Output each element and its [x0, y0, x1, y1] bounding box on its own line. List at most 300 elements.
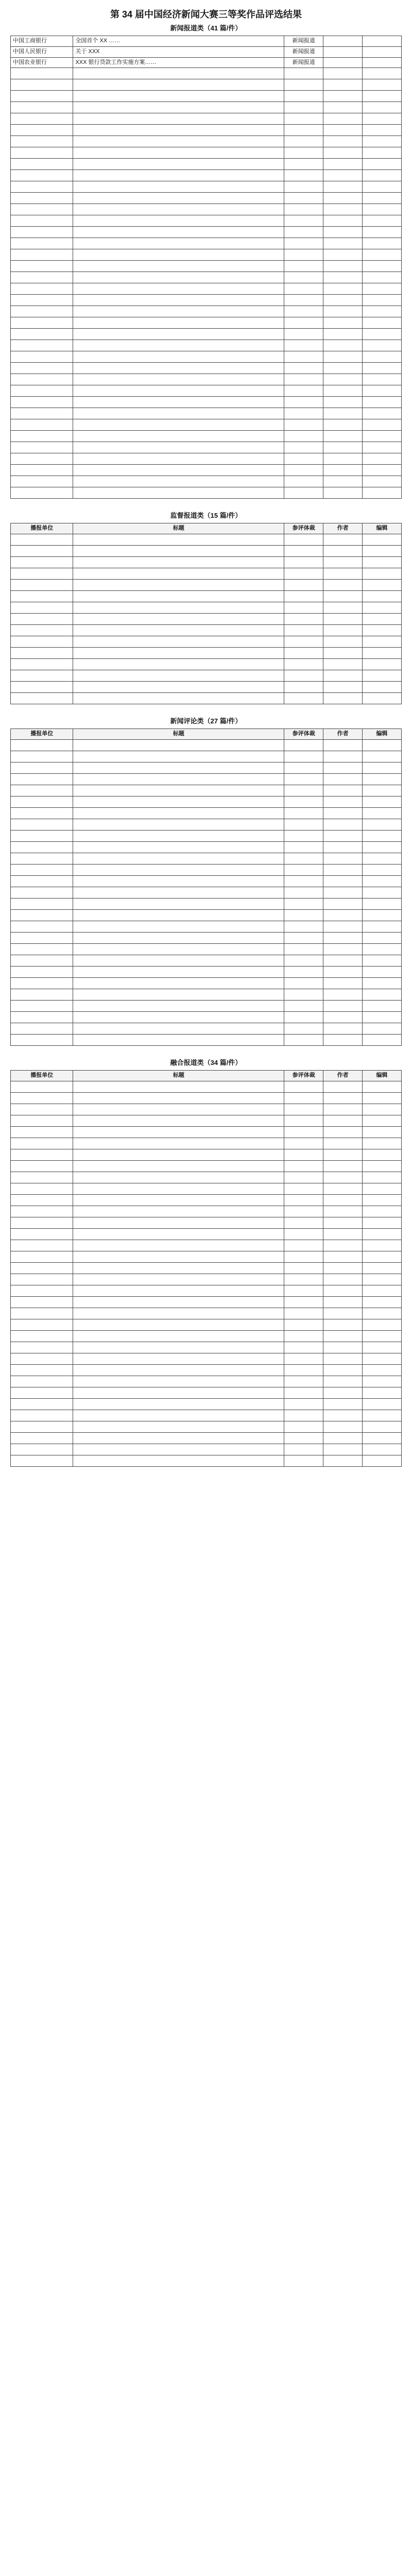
author-cell — [323, 785, 363, 796]
editor-cell — [363, 534, 402, 546]
table-row — [11, 1023, 402, 1034]
headline-cell — [73, 1285, 284, 1296]
table-row — [11, 841, 402, 853]
type-cell — [284, 306, 323, 317]
headline-cell — [73, 1194, 284, 1206]
table-row — [11, 442, 402, 453]
editor-cell — [363, 1319, 402, 1330]
headline-cell — [73, 453, 284, 465]
author-cell — [323, 102, 363, 113]
table-header-row — [11, 1070, 402, 1081]
editor-cell — [363, 966, 402, 977]
unit-cell: 中国人民银行 — [11, 46, 73, 57]
editor-cell — [363, 91, 402, 102]
editor-cell — [363, 1285, 402, 1296]
type-cell — [284, 295, 323, 306]
type-cell — [284, 1251, 323, 1262]
unit-cell — [11, 1081, 73, 1092]
editor-cell — [363, 1364, 402, 1376]
editor-cell — [363, 1172, 402, 1183]
unit-cell — [11, 648, 73, 659]
type-cell — [284, 625, 323, 636]
headline-cell — [73, 966, 284, 977]
headline-cell — [73, 363, 284, 374]
headline-cell — [73, 431, 284, 442]
author-cell — [323, 1262, 363, 1274]
column-header: 作者 — [323, 523, 363, 534]
type-cell — [284, 819, 323, 830]
type-cell — [284, 602, 323, 614]
table-row — [11, 1342, 402, 1353]
author-cell — [323, 204, 363, 215]
editor-cell — [363, 898, 402, 909]
table-row — [11, 1104, 402, 1115]
headline-cell — [73, 739, 284, 751]
author-cell — [323, 113, 363, 125]
unit-cell: 中国农业银行 — [11, 57, 73, 68]
column-header: 标题 — [73, 729, 284, 740]
headline-cell — [73, 1432, 284, 1444]
table-row — [11, 204, 402, 215]
type-cell — [284, 408, 323, 419]
type-cell — [284, 591, 323, 602]
table-row — [11, 397, 402, 408]
table-row — [11, 136, 402, 147]
author-cell — [323, 591, 363, 602]
headline-cell — [73, 442, 284, 453]
table-row — [11, 670, 402, 682]
author-cell — [323, 261, 363, 272]
author-cell — [323, 249, 363, 261]
author-cell — [323, 875, 363, 887]
table-row — [11, 295, 402, 306]
unit-cell — [11, 659, 73, 670]
table-row — [11, 261, 402, 272]
unit-cell — [11, 1432, 73, 1444]
type-cell — [284, 614, 323, 625]
type-cell — [284, 442, 323, 453]
type-cell — [284, 1296, 323, 1308]
type-cell — [284, 453, 323, 465]
type-cell — [284, 1455, 323, 1466]
type-cell — [284, 272, 323, 283]
unit-cell — [11, 1034, 73, 1045]
headline-cell — [73, 1296, 284, 1308]
type-cell — [284, 125, 323, 136]
author-cell — [323, 283, 363, 295]
headline-cell — [73, 1138, 284, 1149]
author-cell — [323, 68, 363, 79]
headline-cell — [73, 1149, 284, 1160]
type-cell — [284, 955, 323, 966]
headline-cell — [73, 1342, 284, 1353]
author-cell — [323, 159, 363, 170]
headline-cell — [73, 419, 284, 431]
unit-cell — [11, 159, 73, 170]
headline-cell — [73, 602, 284, 614]
table-row — [11, 636, 402, 648]
column-header: 参评体裁 — [284, 729, 323, 740]
author-cell — [323, 1240, 363, 1251]
author-cell — [323, 796, 363, 807]
table-row — [11, 431, 402, 442]
type-cell: 新闻报道 — [284, 57, 323, 68]
unit-cell — [11, 442, 73, 453]
type-cell — [284, 351, 323, 363]
unit-cell — [11, 1138, 73, 1149]
type-cell — [284, 773, 323, 785]
author-cell — [323, 1376, 363, 1387]
unit-cell — [11, 762, 73, 773]
author-cell — [323, 966, 363, 977]
type-cell — [284, 1194, 323, 1206]
headline-cell — [73, 249, 284, 261]
editor-cell — [363, 1023, 402, 1034]
author-cell — [323, 453, 363, 465]
unit-cell — [11, 465, 73, 476]
table-row — [11, 853, 402, 864]
author-cell — [323, 773, 363, 785]
author-cell — [323, 1432, 363, 1444]
author-cell — [323, 898, 363, 909]
author-cell — [323, 46, 363, 57]
type-cell — [284, 546, 323, 557]
headline-cell — [73, 1023, 284, 1034]
column-header: 编辑 — [363, 729, 402, 740]
author-cell — [323, 147, 363, 159]
award-table — [10, 728, 402, 1046]
type-cell — [284, 249, 323, 261]
headline-cell — [73, 625, 284, 636]
table-row — [11, 272, 402, 283]
editor-cell — [363, 977, 402, 989]
table-row — [11, 1138, 402, 1149]
unit-cell — [11, 1410, 73, 1421]
headline-cell — [73, 762, 284, 773]
type-cell — [284, 1000, 323, 1011]
award-sections — [10, 23, 402, 1467]
unit-cell — [11, 568, 73, 580]
editor-cell — [363, 57, 402, 68]
editor-cell — [363, 1398, 402, 1410]
document-title: 第 34 届中国经济新闻大赛三等奖作品评选结果 — [110, 9, 302, 20]
author-cell — [323, 385, 363, 397]
type-cell — [284, 693, 323, 704]
unit-cell — [11, 1092, 73, 1104]
headline-cell: 关于 XXX — [73, 46, 284, 57]
unit-cell — [11, 1115, 73, 1126]
table-row — [11, 1262, 402, 1274]
unit-cell — [11, 249, 73, 261]
editor-cell — [363, 159, 402, 170]
unit-cell — [11, 1342, 73, 1353]
table-row — [11, 1364, 402, 1376]
headline-cell — [73, 648, 284, 659]
author-cell — [323, 1172, 363, 1183]
editor-cell — [363, 909, 402, 921]
table-row — [11, 329, 402, 340]
author-cell — [323, 1398, 363, 1410]
column-header: 参评体裁 — [284, 523, 323, 534]
editor-cell — [363, 841, 402, 853]
headline-cell — [73, 614, 284, 625]
editor-cell — [363, 1421, 402, 1432]
headline-cell — [73, 693, 284, 704]
type-cell — [284, 1308, 323, 1319]
table-row — [11, 1296, 402, 1308]
headline-cell — [73, 238, 284, 249]
headline-cell — [73, 921, 284, 932]
type-cell — [284, 1319, 323, 1330]
editor-cell — [363, 408, 402, 419]
editor-cell — [363, 1104, 402, 1115]
unit-cell — [11, 670, 73, 682]
type-cell — [284, 68, 323, 79]
headline-cell — [73, 682, 284, 693]
editor-cell — [363, 1126, 402, 1138]
unit-cell — [11, 181, 73, 193]
table-row — [11, 363, 402, 374]
headline-cell — [73, 534, 284, 546]
table-row — [11, 807, 402, 819]
table-row — [11, 1034, 402, 1045]
table-row — [11, 317, 402, 329]
unit-cell — [11, 625, 73, 636]
type-cell — [284, 864, 323, 875]
type-cell — [284, 1149, 323, 1160]
unit-cell — [11, 317, 73, 329]
editor-cell — [363, 329, 402, 340]
table-row — [11, 1149, 402, 1160]
editor-cell — [363, 46, 402, 57]
table-row — [11, 625, 402, 636]
type-cell — [284, 487, 323, 499]
author-cell — [323, 568, 363, 580]
unit-cell — [11, 453, 73, 465]
author-cell — [323, 1104, 363, 1115]
unit-cell — [11, 921, 73, 932]
author-cell — [323, 215, 363, 227]
author-cell — [323, 534, 363, 546]
unit-cell — [11, 864, 73, 875]
editor-cell — [363, 670, 402, 682]
unit-cell — [11, 408, 73, 419]
editor-cell — [363, 1081, 402, 1092]
author-cell — [323, 306, 363, 317]
author-cell — [323, 1308, 363, 1319]
editor-cell — [363, 261, 402, 272]
type-cell — [284, 1364, 323, 1376]
type-cell — [284, 1353, 323, 1364]
unit-cell — [11, 1251, 73, 1262]
unit-cell — [11, 385, 73, 397]
unit-cell — [11, 170, 73, 181]
author-cell — [323, 1410, 363, 1421]
author-cell — [323, 227, 363, 238]
author-cell — [323, 1319, 363, 1330]
headline-cell — [73, 1421, 284, 1432]
type-cell — [284, 215, 323, 227]
editor-cell — [363, 1138, 402, 1149]
headline-cell — [73, 385, 284, 397]
headline-cell — [73, 374, 284, 385]
unit-cell — [11, 1444, 73, 1455]
table-row — [11, 215, 402, 227]
author-cell — [323, 1228, 363, 1240]
unit-cell — [11, 1126, 73, 1138]
editor-cell — [363, 487, 402, 499]
table-row — [11, 1240, 402, 1251]
type-cell — [284, 1274, 323, 1285]
editor-cell — [363, 113, 402, 125]
type-cell — [284, 1092, 323, 1104]
type-cell — [284, 636, 323, 648]
section-title: 新闻报道类（41 篇/件） — [170, 24, 242, 32]
unit-cell — [11, 340, 73, 351]
headline-cell — [73, 215, 284, 227]
author-cell — [323, 807, 363, 819]
type-cell — [284, 830, 323, 841]
author-cell — [323, 751, 363, 762]
unit-cell — [11, 261, 73, 272]
table-row — [11, 875, 402, 887]
type-cell — [284, 1138, 323, 1149]
unit-cell — [11, 238, 73, 249]
author-cell — [323, 580, 363, 591]
table-row — [11, 385, 402, 397]
headline-cell — [73, 113, 284, 125]
headline-cell — [73, 636, 284, 648]
unit-cell — [11, 431, 73, 442]
column-header: 参评体裁 — [284, 1070, 323, 1081]
editor-cell — [363, 1353, 402, 1364]
headline-cell — [73, 1410, 284, 1421]
headline-cell — [73, 785, 284, 796]
author-cell — [323, 465, 363, 476]
editor-cell — [363, 887, 402, 898]
unit-cell — [11, 1274, 73, 1285]
type-cell — [284, 682, 323, 693]
table-header-row — [11, 523, 402, 534]
author-cell — [323, 648, 363, 659]
author-cell — [323, 546, 363, 557]
editor-cell — [363, 955, 402, 966]
editor-cell — [363, 147, 402, 159]
author-cell — [323, 955, 363, 966]
column-header: 作者 — [323, 729, 363, 740]
editor-cell — [363, 476, 402, 487]
type-cell — [284, 181, 323, 193]
editor-cell — [363, 648, 402, 659]
unit-cell — [11, 79, 73, 91]
unit-cell — [11, 796, 73, 807]
table-row — [11, 1206, 402, 1217]
editor-cell — [363, 807, 402, 819]
type-cell — [284, 557, 323, 568]
type-cell — [284, 1228, 323, 1240]
headline-cell — [73, 1000, 284, 1011]
editor-cell — [363, 751, 402, 762]
unit-cell — [11, 1240, 73, 1251]
type-cell — [284, 1240, 323, 1251]
author-cell — [323, 374, 363, 385]
editor-cell — [363, 215, 402, 227]
table-row — [11, 887, 402, 898]
editor-cell — [363, 170, 402, 181]
editor-cell — [363, 614, 402, 625]
author-cell — [323, 1034, 363, 1045]
editor-cell — [363, 238, 402, 249]
table-row — [11, 557, 402, 568]
editor-cell — [363, 1432, 402, 1444]
author-cell — [323, 487, 363, 499]
editor-cell — [363, 1183, 402, 1194]
type-cell — [284, 159, 323, 170]
unit-cell — [11, 1183, 73, 1194]
unit-cell — [11, 909, 73, 921]
author-cell — [323, 125, 363, 136]
headline-cell — [73, 476, 284, 487]
unit-cell — [11, 1296, 73, 1308]
unit-cell — [11, 1262, 73, 1274]
unit-cell: 中国工商银行 — [11, 36, 73, 47]
type-cell — [284, 374, 323, 385]
table-row — [11, 306, 402, 317]
unit-cell — [11, 1308, 73, 1319]
type-cell — [284, 136, 323, 147]
type-cell — [284, 989, 323, 1000]
author-cell — [323, 670, 363, 682]
editor-cell — [363, 1342, 402, 1353]
headline-cell — [73, 864, 284, 875]
type-cell — [284, 113, 323, 125]
type-cell — [284, 1444, 323, 1455]
type-cell — [284, 476, 323, 487]
unit-cell — [11, 1330, 73, 1342]
author-cell — [323, 1011, 363, 1023]
table-row — [11, 1308, 402, 1319]
editor-cell — [363, 1444, 402, 1455]
author-cell — [323, 1353, 363, 1364]
author-cell — [323, 1364, 363, 1376]
column-header: 播报单位 — [11, 729, 73, 740]
type-cell — [284, 102, 323, 113]
author-cell — [323, 659, 363, 670]
table-row — [11, 1000, 402, 1011]
type-cell — [284, 1410, 323, 1421]
type-cell — [284, 853, 323, 864]
headline-cell — [73, 136, 284, 147]
headline-cell — [73, 1364, 284, 1376]
table-row — [11, 1319, 402, 1330]
table-row — [11, 1183, 402, 1194]
type-cell — [284, 1217, 323, 1228]
headline-cell — [73, 340, 284, 351]
type-cell — [284, 1081, 323, 1092]
editor-cell — [363, 283, 402, 295]
headline-cell — [73, 546, 284, 557]
type-cell — [284, 465, 323, 476]
author-cell — [323, 989, 363, 1000]
unit-cell — [11, 534, 73, 546]
unit-cell — [11, 272, 73, 283]
unit-cell — [11, 91, 73, 102]
type-cell — [284, 385, 323, 397]
author-cell — [323, 79, 363, 91]
table-row — [11, 1217, 402, 1228]
headline-cell — [73, 1319, 284, 1330]
editor-cell — [363, 875, 402, 887]
